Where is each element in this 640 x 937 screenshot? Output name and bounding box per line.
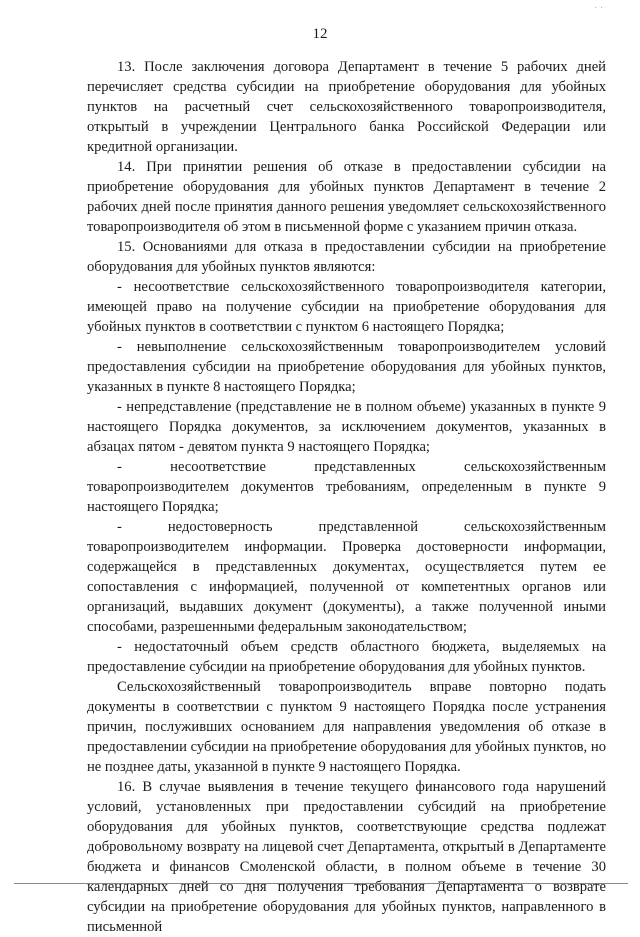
paragraph-13: 13. После заключения договора Департамент в течение 5 рабочих дней перечисляет средства субсидии на приобретение оборудования для убойных пунктов на расчетный счет сельскохозяйственного товаропроизводителя, открытый в учреждении Центрального банка Российской Федерации или кредитной организации. xyxy=(87,59,606,155)
list-item: - несоответствие представленных сельскохозяйственным товаропроизводителем документов требованиям, определенным в пункте 9 настоящего Порядка; xyxy=(87,459,606,515)
list-item: - недостаточный объем средств областного бюджета, выделяемых на предоставление субсидии на приобретение оборудования для убойных пунктов. xyxy=(87,639,606,675)
list-item: - непредставление (представление не в полном объеме) указанных в пункте 9 настоящего Порядка документов, за исключением документов, указанных в абзацах пятом - девятом пункта 9 настоящего Порядка; xyxy=(87,399,606,455)
footer-rule xyxy=(14,883,628,884)
list-item: - недостоверность представленной сельскохозяйственным товаропроизводителем информации. Проверка достоверности информации, содержащейся в представленных документах, осуществляется путем ее сопоставления с информацией, полученной от компетентных органов или организаций, выдавших документ (документы), а также полученной иными способами, разрешенными федеральным законодательством; xyxy=(87,519,606,635)
list-item: - несоответствие сельскохозяйственного товаропроизводителя категории, имеющей право на получение субсидии на приобретение оборудования для убойных пунктов в соответствии с пунктом 6 настоящего Порядка; xyxy=(87,279,606,335)
paragraph-16: 16. В случае выявления в течение текущего финансового года нарушений условий, установленных при предоставлении субсидий на приобретение оборудования для убойных пунктов, соответствующие средства подлежат добровольному возврату на лицевой счет Департамента, открытый в Департаменте бюджета и финансов Смоленской области, в полном объеме в течение 30 календарных дней со дня получения требования Департамента о возврате субсидии на приобретение оборудования для убойных пунктов, направленного в письменной xyxy=(87,779,606,935)
page-number: 12 xyxy=(312,26,328,42)
resubmission-paragraph: Сельскохозяйственный товаропроизводитель вправе повторно подать документы в соответствии с пунктом 9 настоящего Порядка после устранения причин, послуживших основанием для направления уведомления об отказе в предоставлении субсидии на приобретение оборудования для убойных пунктов, но не позднее даты, указанной в пункте 9 настоящего Порядка. xyxy=(87,679,606,775)
list-item: - невыполнение сельскохозяйственным товаропроизводителем условий предоставления субсидии на приобретение оборудования для убойных пунктов, указанных в пункте 8 настоящего Порядка; xyxy=(87,339,606,395)
paragraph-15: 15. Основаниями для отказа в предоставлении субсидии на приобретение оборудования для убойных пунктов являются: xyxy=(87,239,606,275)
document-body xyxy=(87,57,606,937)
scan-mark: ˙ ˙ xyxy=(594,6,604,17)
paragraph-14: 14. При принятии решения об отказе в предоставлении субсидии на приобретение оборудования для убойных пунктов Департамент в течение 2 рабочих дней после принятия данного решения уведомляет сельскохозяйственного товаропроизводителя об этом в письменной форме с указанием причин отказа. xyxy=(87,159,606,235)
